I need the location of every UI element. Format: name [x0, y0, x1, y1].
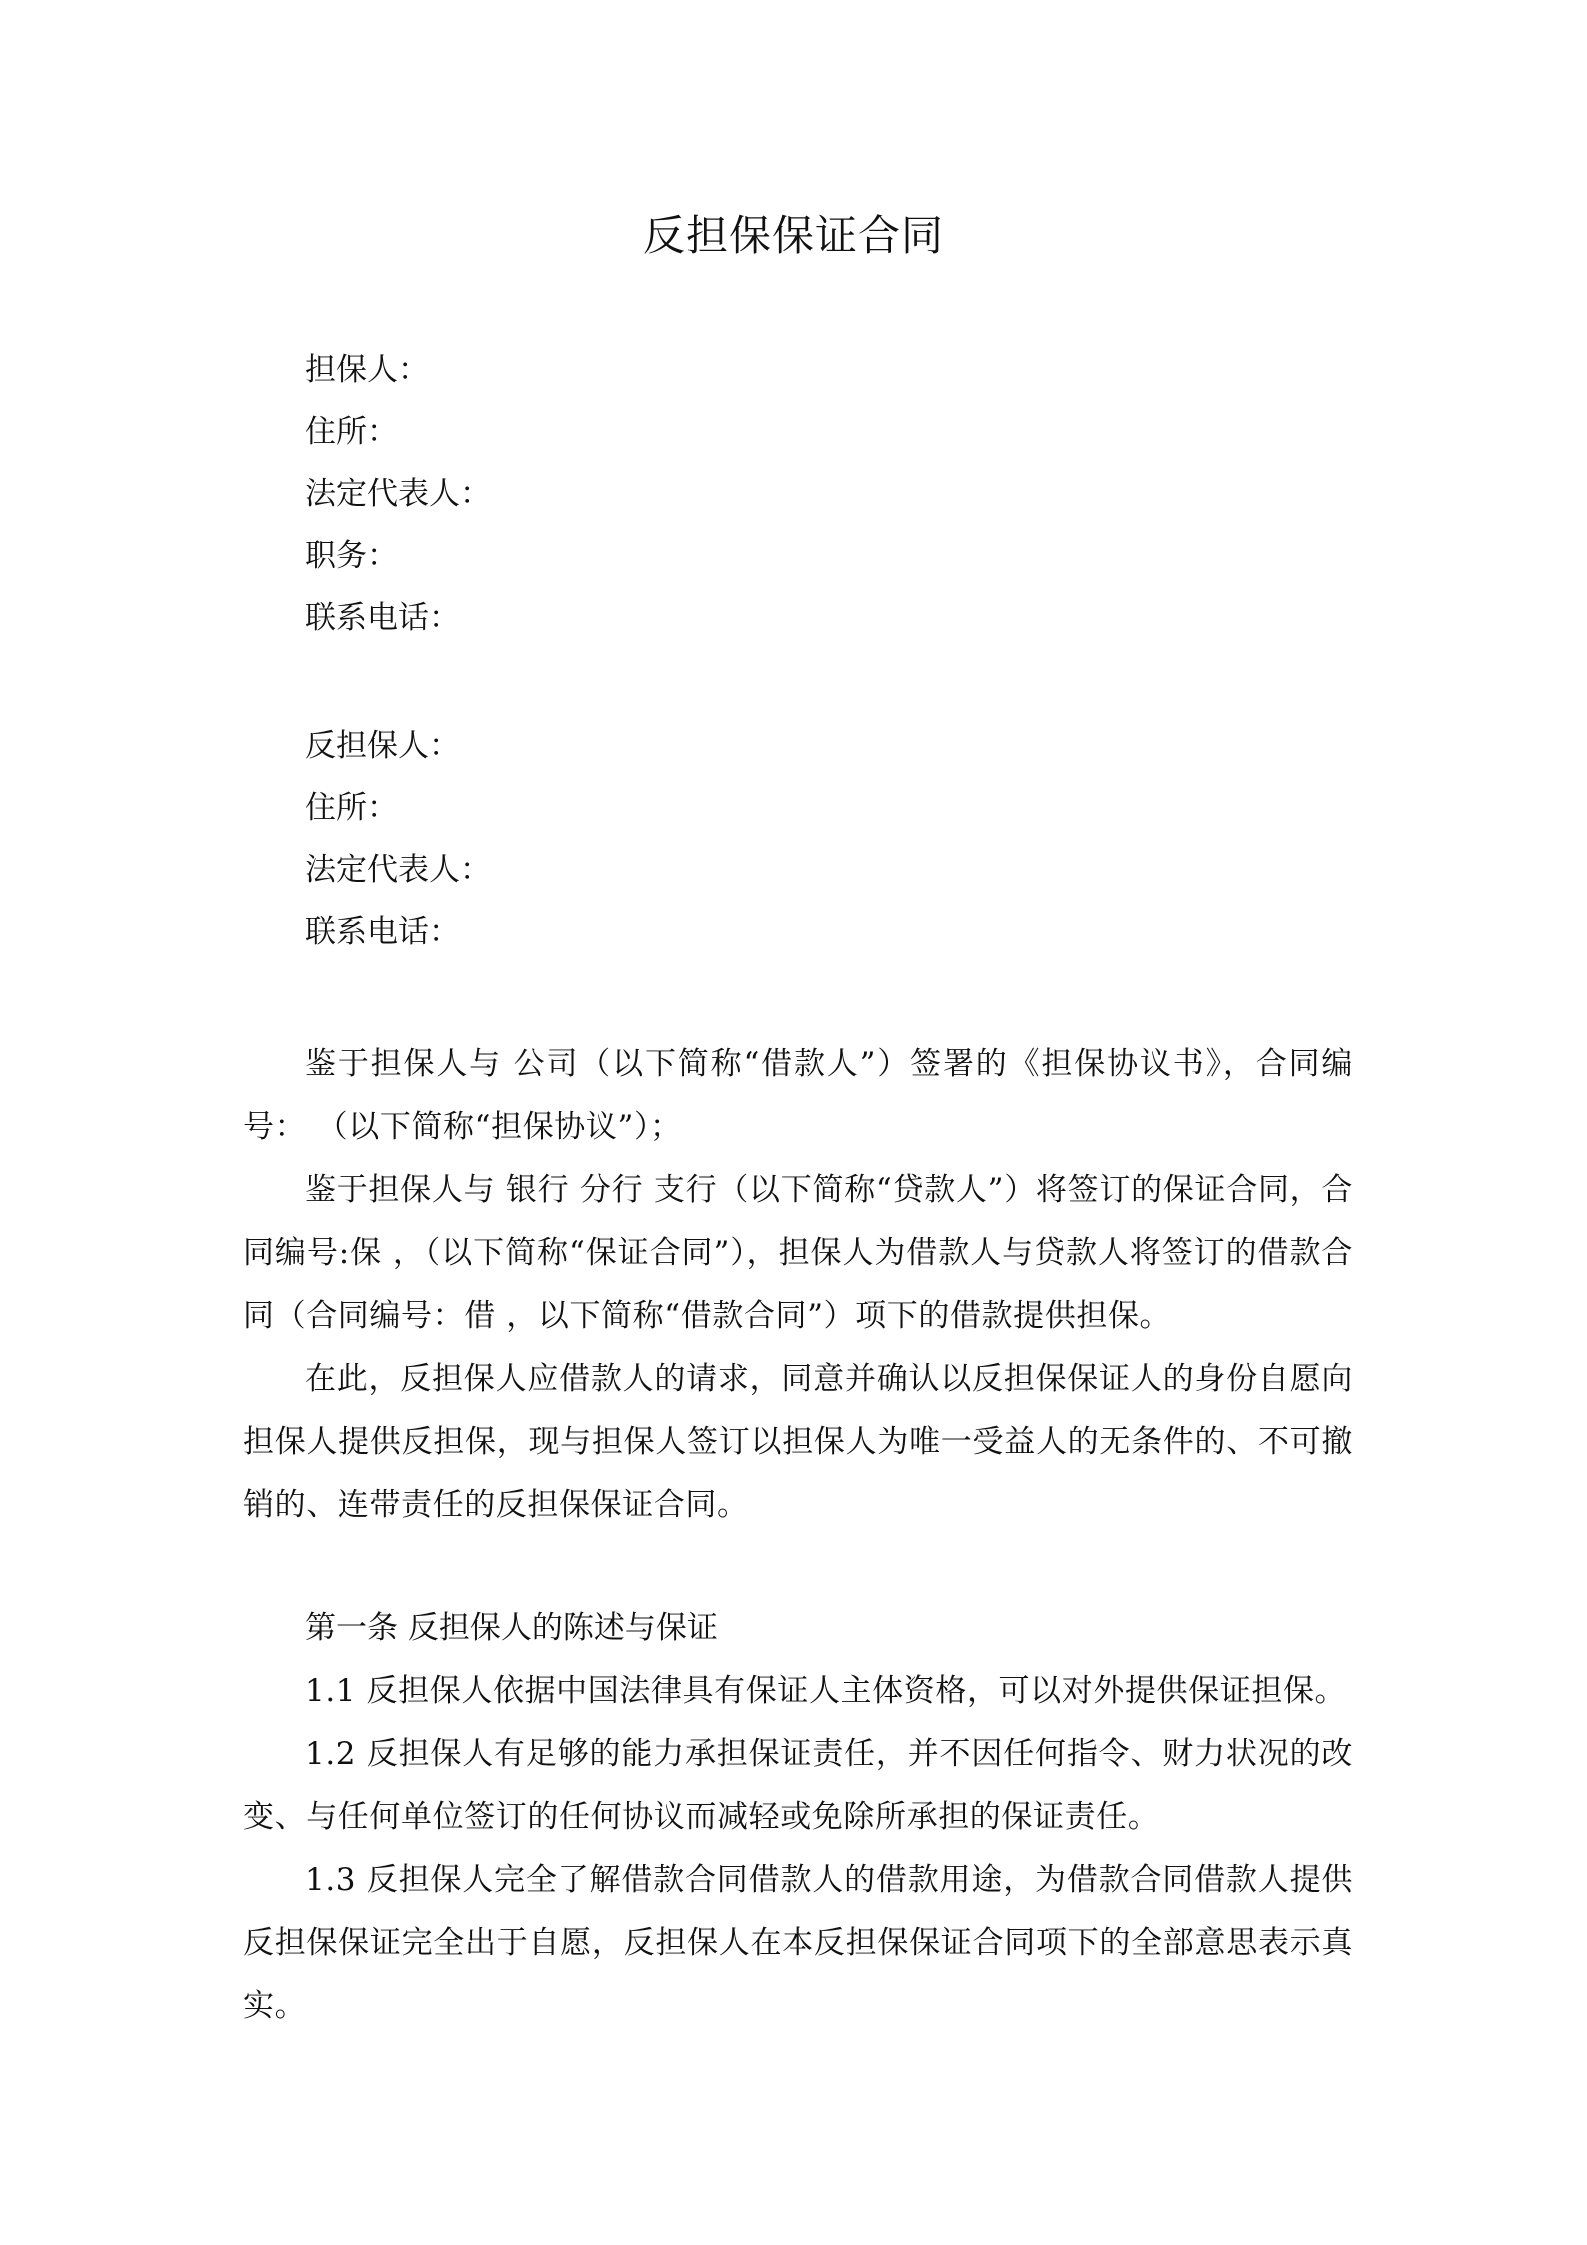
guarantor-legal-rep-label: 法定代表人： [305, 476, 491, 512]
article-one-heading: 第一条 反担保人的陈述与保证 [305, 1610, 718, 1646]
clause-paragraph: 1.1 反担保人依据中国法律具有保证人主体资格，可以对外提供保证担保。 [305, 1673, 1347, 1709]
recital-paragraph: 在此，反担保人应借款人的请求，同意并确认以反担保保证人的身份自愿向担保人提供反担保，现与担保人签订以担保人为唯一受益人的无条件的、不可撤销的、连带责任的反担保保证合同。 [243, 1361, 1353, 1523]
clause-paragraph: 1.2 反担保人有足够的能力承担保证责任，并不因任何指令、财力状况的改变、与任何单位签订的任何协议而减轻或免除所承担的保证责任。 [243, 1736, 1353, 1835]
guarantor-name-label: 担保人： [305, 352, 429, 388]
guarantor-phone-label: 联系电话： [305, 600, 460, 636]
guarantor-info-block [305, 339, 1405, 649]
counter-guarantor-address-label: 住所： [305, 790, 398, 826]
recitals-section [243, 1033, 1353, 1537]
counter-guarantor-info-block [305, 715, 1405, 963]
guarantor-address-label: 住所： [305, 414, 398, 450]
clause-paragraph: 1.3 反担保人完全了解借款合同借款人的借款用途，为借款合同借款人提供反担保保证完全出于自愿，反担保人在本反担保保证合同项下的全部意思表示真实。 [243, 1862, 1353, 2024]
counter-guarantor-phone-label: 联系电话： [305, 914, 460, 950]
counter-guarantor-legal-rep-label: 法定代表人： [305, 852, 491, 888]
guarantor-position-label: 职务： [305, 538, 398, 574]
document-title: 反担保保证合同 [642, 211, 944, 260]
counter-guarantor-name-label: 反担保人： [305, 728, 460, 764]
article-one-clauses [243, 1660, 1353, 2038]
recital-paragraph: 鉴于担保人与 银行 分行 支行（以下简称“贷款人”）将签订的保证合同，合同编号:保 ，（以下简称“保证合同”），担保人为借款人与贷款人将签订的借款合同（合同编号：借 ，以下简称“借款合同”）项下的借款提供担保。 [243, 1172, 1353, 1334]
recital-paragraph: 鉴于担保人与 公司（以下简称“借款人”）签署的《担保协议书》，合同编号： （以下简称“担保协议”）； [243, 1046, 1353, 1145]
